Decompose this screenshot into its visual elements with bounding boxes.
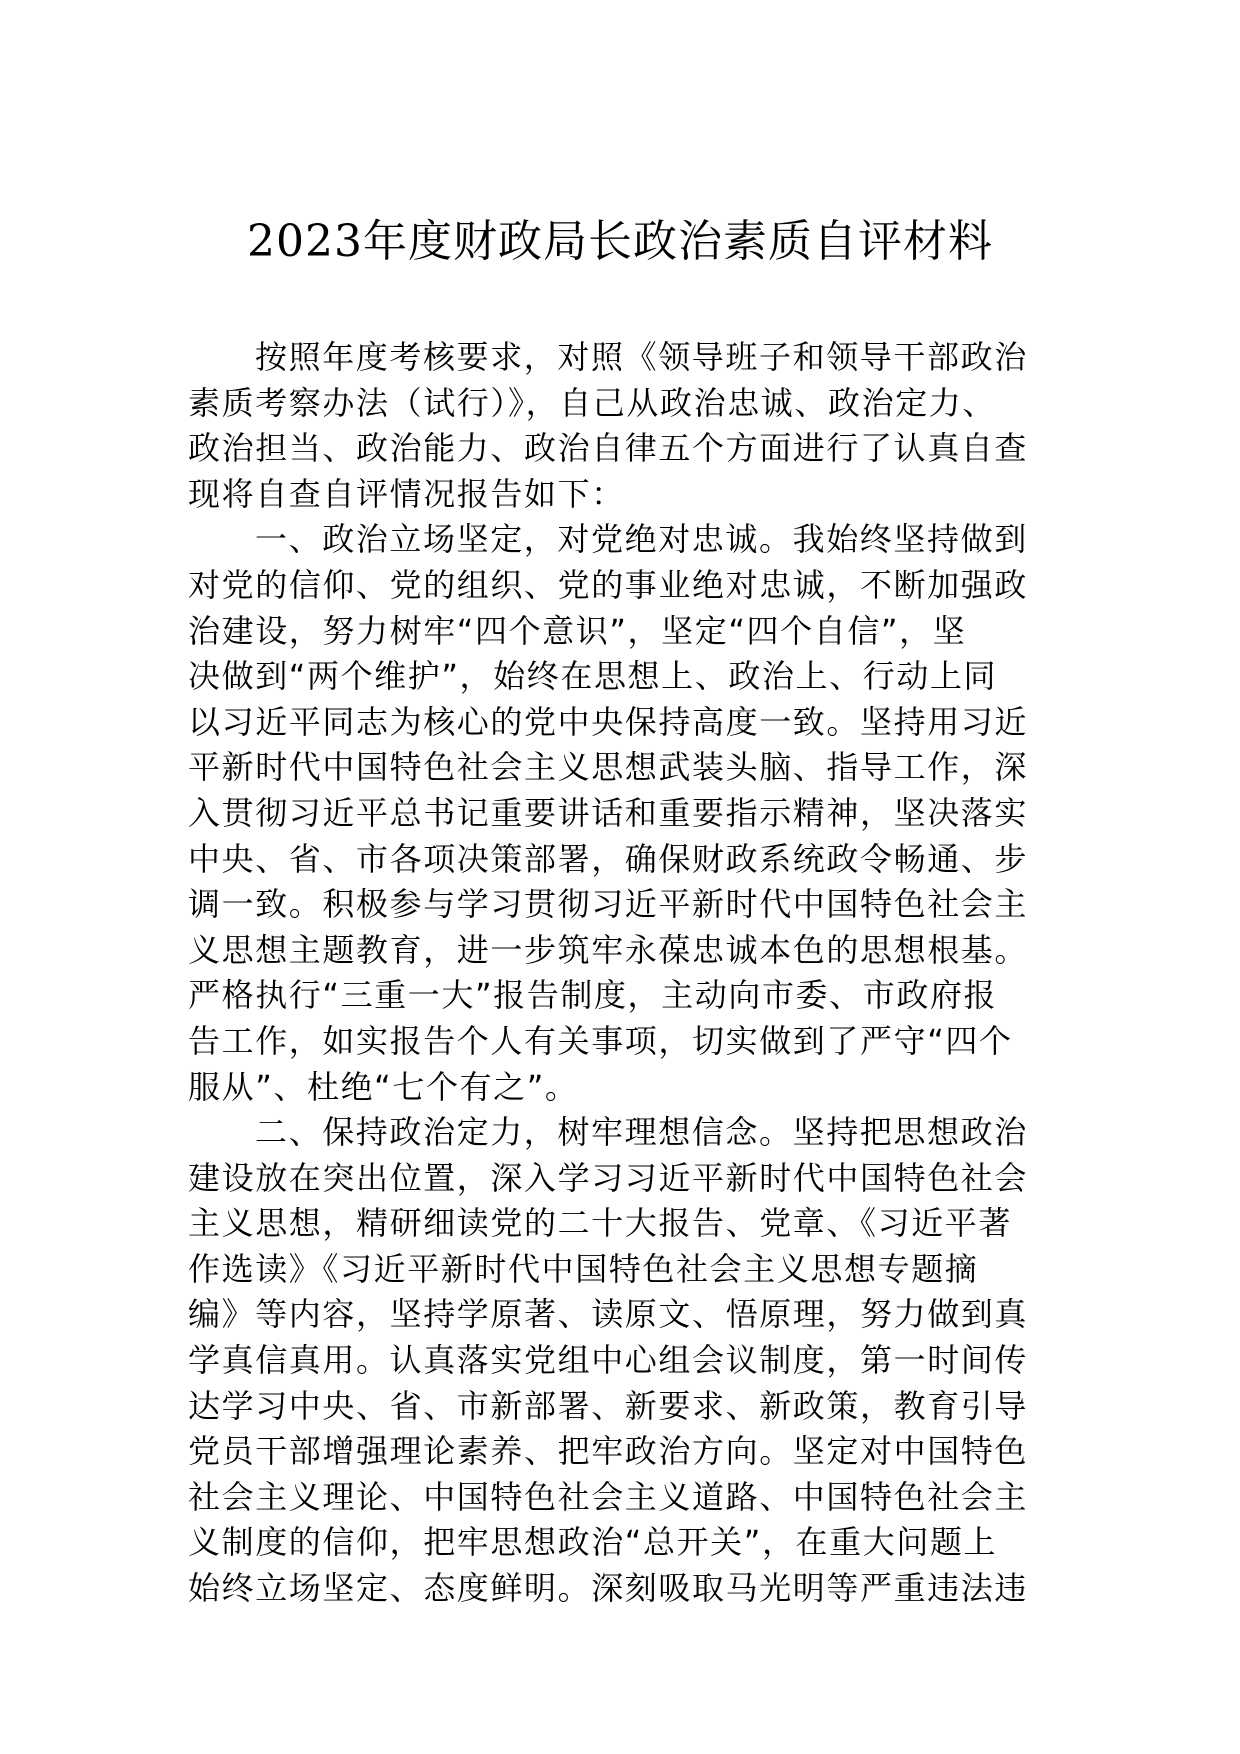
paragraph-line: 义思想主题教育，进一步筑牢永葆忠诚本色的思想根基。 — [188, 930, 1029, 969]
paragraph-line: 政治担当、政治能力、政治自律五个方面进行了认真自查 — [188, 429, 1029, 468]
paragraph-line: 学真信真用。认真落实党组中心组会议制度，第一时间传 — [188, 1341, 1029, 1380]
paragraph-line: 达学习中央、省、市新部署、新要求、新政策，教育引导 — [188, 1386, 1029, 1425]
document-body — [188, 335, 1060, 1612]
paragraph-line: 中央、省、市各项决策部署，确保财政系统政令畅通、步 — [188, 839, 1029, 878]
paragraph-line: 建设放在突出位置，深入学习习近平新时代中国特色社会 — [188, 1158, 1029, 1197]
paragraph-line: 素质考察办法（试行）》，自己从政治忠诚、政治定力、 — [188, 383, 997, 422]
document-title: 2023年度财政局长政治素质自评材料 — [247, 216, 993, 267]
paragraph-line: 对党的信仰、党的组织、党的事业绝对忠诚，不断加强政 — [188, 565, 1029, 604]
paragraph-line: 治建设，努力树牢“四个意识”，坚定“四个自信”，坚 — [188, 611, 967, 650]
paragraph-line: 告工作，如实报告个人有关事项，切实做到了严守“四个 — [188, 1021, 1013, 1060]
paragraph-line: 社会主义理论、中国特色社会主义道路、中国特色社会主 — [188, 1477, 1029, 1516]
paragraph-line: 入贯彻习近平总书记重要讲话和重要指示精神，坚决落实 — [188, 793, 1029, 832]
paragraph-line: 以习近平同志为核心的党中央保持高度一致。坚持用习近 — [188, 702, 1029, 741]
paragraph-line: 按照年度考核要求，对照《领导班子和领导干部政治 — [255, 338, 1028, 376]
paragraph-line: 编》等内容，坚持学原著、读原文、悟原理，努力做到真 — [188, 1295, 1029, 1334]
paragraph-line: 一、政治立场坚定，对党绝对忠诚。我始终坚持做到 — [255, 520, 1028, 559]
paragraph-line: 主义思想，精研细读党的二十大报告、党章、《习近平著 — [188, 1204, 1013, 1243]
paragraph-line: 服从”、杜绝“七个有之”。 — [188, 1067, 579, 1106]
paragraph-line: 现将自查自评情况报告如下： — [188, 474, 625, 513]
paragraph-line: 党员干部增强理论素养、把牢政治方向。坚定对中国特色 — [188, 1432, 1029, 1471]
paragraph-line: 严格执行“三重一大”报告制度，主动向市委、市政府报 — [188, 976, 998, 1015]
paragraph-line: 调一致。积极参与学习贯彻习近平新时代中国特色社会主 — [188, 885, 1029, 924]
paragraph-line: 义制度的信仰，把牢思想政治“总开关”，在重大问题上 — [188, 1523, 998, 1562]
paragraph-line: 始终立场坚定、态度鲜明。深刻吸取马光明等严重违法违 — [188, 1569, 1029, 1608]
paragraph-line: 平新时代中国特色社会主义思想武装头脑、指导工作，深 — [188, 748, 1029, 787]
paragraph-line: 二、保持政治定力，树牢理想信念。坚持把思想政治 — [255, 1113, 1028, 1152]
paragraph-line: 作选读》《习近平新时代中国特色社会主义思想专题摘 — [188, 1249, 979, 1288]
paragraph-line: 决做到“两个维护”，始终在思想上、政治上、行动上同 — [188, 657, 998, 696]
